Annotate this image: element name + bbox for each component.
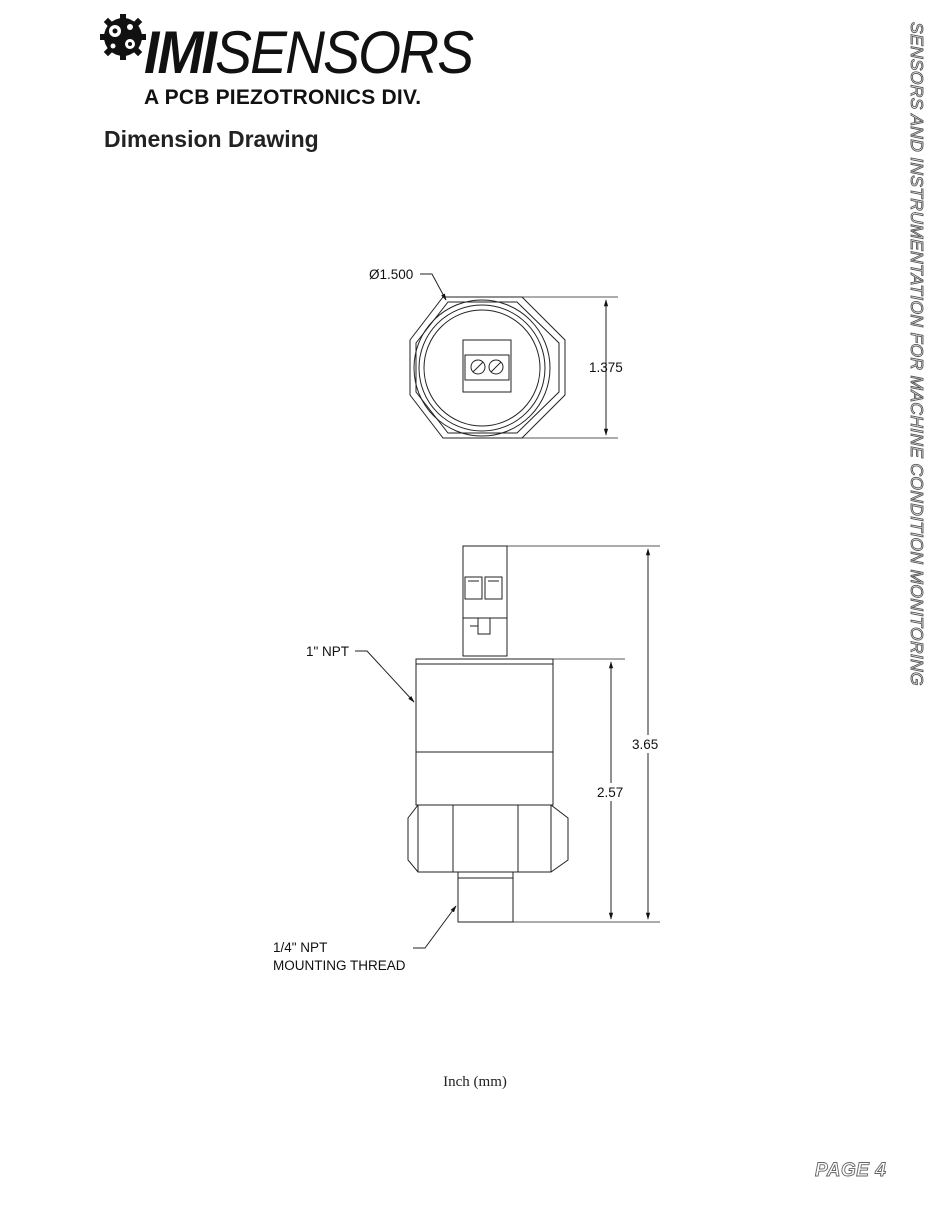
mounting-thread bbox=[458, 872, 513, 922]
terminal-block bbox=[463, 340, 511, 392]
thread-label-line2: MOUNTING THREAD bbox=[273, 958, 406, 973]
side-view bbox=[355, 546, 660, 948]
hex-nut bbox=[408, 805, 568, 872]
body-height-label: 2.57 bbox=[597, 785, 624, 800]
connector bbox=[463, 546, 507, 656]
top-view-outer-hex bbox=[410, 297, 565, 438]
brand-rest: SENSORS bbox=[215, 19, 473, 86]
diameter-leader bbox=[420, 274, 446, 300]
top-view bbox=[410, 274, 618, 438]
sensor-body bbox=[416, 659, 553, 805]
thread-leader bbox=[413, 906, 456, 948]
brand-bold: IMI bbox=[144, 19, 216, 86]
diameter-label: Ø1.500 bbox=[369, 267, 414, 282]
npt-leader bbox=[355, 651, 414, 702]
thread-label-line1: 1/4" NPT bbox=[273, 940, 328, 955]
page-number: PAGE 4 bbox=[815, 1160, 887, 1181]
screw-terminal-icon bbox=[471, 360, 503, 374]
top-height-label: 1.375 bbox=[589, 360, 623, 375]
side-caption-text: SENSORS AND INSTRUMENTATION FOR MACHINE CONDITION MONITORING bbox=[907, 22, 927, 686]
units-note: Inch (mm) bbox=[443, 1074, 507, 1090]
npt-label: 1" NPT bbox=[306, 644, 350, 659]
division-name: A PCB PIEZOTRONICS DIV. bbox=[144, 86, 422, 109]
overall-height-label: 3.65 bbox=[632, 737, 659, 752]
page-title: Dimension Drawing bbox=[104, 126, 319, 152]
side-caption bbox=[905, 22, 927, 686]
